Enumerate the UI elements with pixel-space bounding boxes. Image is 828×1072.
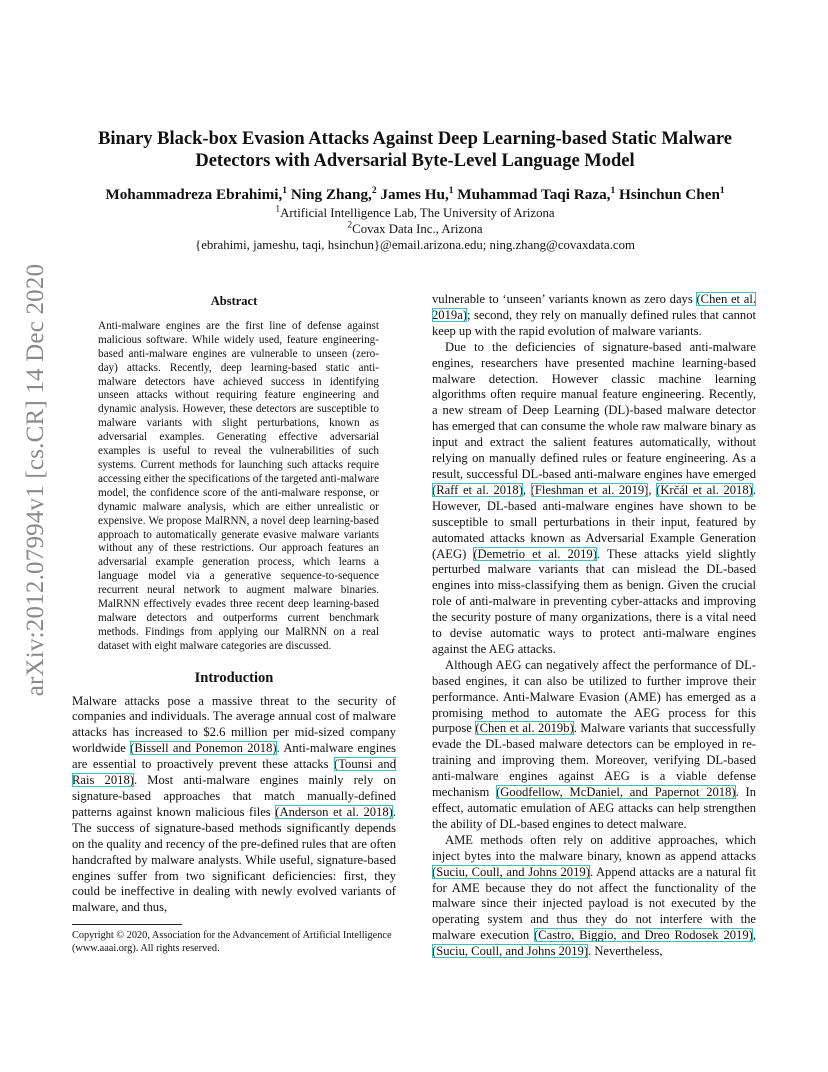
author-name: Ning Zhang,	[287, 186, 372, 203]
body-text: ; second, they rely on manually defined rules that cannot keep up with the rapid evolution of malware variants.	[432, 307, 756, 338]
body-text: Although AEG can negatively affect the performance of DL-based engines, it can also be utilized to further improve their performance. Anti-Malware Evasion (AME) has emerged as a promising method to automate the AEG process for this purpose	[432, 657, 756, 736]
intro-paragraph-3	[432, 658, 756, 833]
body-text: ,	[522, 482, 531, 497]
affiliation-text: Covax Data Inc., Arizona	[352, 222, 483, 236]
body-text: . Malware variants that successfully evade the DL-based malware detectors can be employed in re-training and improving them. Moreover, verifying DL-based anti-malware engines against AEG is a viable defense mechanism	[432, 721, 756, 800]
body-text: . Anti-malware engines are essential to proactively prevent these attacks	[72, 741, 396, 772]
affiliation-text: Artificial Intelligence Lab, The University of Arizona	[280, 206, 555, 220]
affiliation-mark: 2	[347, 220, 353, 231]
body-text: . These attacks yield slightly perturbed malware variants that can mislead the DL-based engines into miss-classifying them as benign. Given the crucial role of anti-malware in preventing cyber-attacks and improving the security posture of many organizations, there is a vital need to devise automatic ways to protect anti-malware engines against the AEG attacks.	[432, 546, 756, 656]
citation-link[interactable]: (Goodfellow, McDaniel, and Papernot 2018)	[496, 785, 736, 800]
paper-title	[70, 128, 760, 172]
author-name: Hsinchun Chen	[615, 186, 720, 203]
body-text: vulnerable to ‘unseen’ variants known as zero days	[432, 292, 697, 306]
body-text: . Nevertheless,	[588, 944, 663, 959]
author-affiliation-mark: 1	[282, 185, 288, 196]
intro-paragraph-4	[432, 833, 756, 960]
body-text: ,	[752, 928, 756, 943]
intro-paragraph-1	[72, 694, 396, 917]
title-line-1: Binary Black-box Evasion Attacks Against Deep Learning-based Static Malware	[98, 129, 732, 149]
body-text: AME methods often rely on additive approaches, which inject bytes into the malware binary, known as append attacks	[432, 832, 756, 863]
affiliation-1	[70, 205, 760, 221]
citation-link[interactable]: (Tounsi and Rais 2018)	[72, 757, 396, 788]
right-column	[432, 292, 756, 960]
body-text: . Most anti-malware engines mainly rely on signature-based approaches that match manually-defined patterns against known malicious files	[72, 773, 396, 819]
body-text: . Append attacks are a natural fit for AME because they do not affect the functionality of the malware since their injected payload is not executed by the operating system and thus they do not interfere with the malware execution	[432, 864, 756, 943]
arxiv-identifier-stamp: arXiv:2012.07994v1 [cs.CR] 14 Dec 2020	[22, 263, 49, 697]
body-text: Due to the deficiencies of signature-based anti-malware engines, researchers have presented machine learning-based malware detection. However classic machine learning algorithms often require manual feature engineering. Recently, a new stream of Deep Learning (DL)-based malware detector has emerged that can consume the whole raw malware binary as input and extract the salient features automatically, without relying on manually defined rules or feature engineering. As a result, successful DL-based anti-malware engines have emerged	[432, 339, 756, 481]
intro-paragraph-2	[432, 340, 756, 658]
body-text: . The success of signature-based methods significantly depends on the quality and recency of the pre-defined rules that are often handcrafted by malware analysts. While useful, signature-based engines suffer from two significant deficiencies: first, they could be ineffective in dealing with newly evolved variants of malware, and thus,	[72, 804, 396, 915]
left-column	[72, 292, 396, 916]
paper-header	[70, 128, 760, 253]
citation-link[interactable]: (Chen et al. 2019a)	[432, 292, 756, 322]
title-line-2: Detectors with Adversarial Byte-Level Language Model	[195, 151, 635, 171]
author-affiliation-mark: 1	[448, 185, 454, 196]
citation-link[interactable]: (Anderson et al. 2018)	[275, 804, 393, 819]
citation-link[interactable]: (Bissell and Ponemon 2018)	[130, 741, 277, 756]
author-affiliation-mark: 2	[371, 185, 377, 196]
affiliation-mark: 1	[275, 204, 281, 215]
citation-link[interactable]: (Castro, Biggio, and Dreo Rodosek 2019)	[534, 928, 753, 943]
body-text: . In effect, automatic emulation of AEG attacks can help strengthen the ability of DL-based engines to detect malware.	[432, 785, 756, 831]
copyright-text: Copyright © 2020, Association for the Advancement of Artificial Intelligence (www.aaai.org). All rights reserved.	[72, 930, 392, 954]
citation-link[interactable]: (Krčál et al. 2018)	[656, 482, 753, 497]
author-name: Muhammad Taqi Raza,	[453, 186, 611, 203]
affiliation-2	[70, 221, 760, 237]
citation-link[interactable]: (Raff et al. 2018)	[432, 482, 523, 497]
citation-link[interactable]: (Suciu, Coull, and Johns 2019)	[432, 864, 590, 879]
author-name: Mohammadreza Ebrahimi,	[105, 186, 283, 203]
body-text: ,	[648, 482, 657, 497]
author-emails: {ebrahimi, jameshu, taqi, hsinchun}@email.arizona.edu; ning.zhang@covaxdata.com	[195, 238, 635, 252]
body-text: . However, DL-based anti-malware engines have shown to be susceptible to small perturbations in their input, featured by automated attacks known as Adversarial Example Generation (AEG)	[432, 482, 756, 561]
abstract-text: Anti-malware engines are the first line of defense against malicious software. While widely used, feature engineering-based anti-malware engines are vulnerable to unseen (zero-day) attacks. Recently, deep learning-based static anti-malware detectors have achieved success in identifying unseen attacks without requiring feature engineering and dynamic analysis. However, these detectors are susceptible to malware variants with slight perturbations, known as adversarial examples. Generating effective adversarial examples is useful to reveal the vulnerabilities of such systems. Current methods for launching such attacks require accessing either the specifications of the targeted anti-malware model, the confidence score of the anti-malware response, or dynamic malware analysis, which are either unrealistic or expensive. We propose MalRNN, a novel deep learning-based approach to automatically generate evasive malware variants without any of these restrictions. Our approach features an adversarial example generation process, which learns a language model via a generative sequence-to-sequence recurrent neural network to augment malware binaries. MalRNN effectively evades three recent deep learning-based malware detectors and outperforms current benchmark methods. Findings from applying our MalRNN on a real dataset with eight malware categories are discussed.	[98, 319, 379, 652]
citation-link[interactable]: (Demetrio et al. 2019)	[473, 546, 597, 561]
citation-link[interactable]: (Chen et al. 2019b)	[475, 721, 574, 736]
body-text: Malware attacks pose a massive threat to the security of companies and individuals. The average annual cost of malware attacks has increased to $2.6 million per mid-sized company worldwide	[72, 693, 396, 756]
abstract-heading: Abstract	[210, 294, 258, 308]
author-name: James Hu,	[376, 186, 449, 203]
intro-paragraph-1-continued	[432, 292, 756, 340]
author-affiliation-mark: 1	[719, 185, 725, 196]
footnote-rule	[72, 924, 182, 925]
citation-link[interactable]: (Suciu, Coull, and Johns 2019)	[432, 944, 589, 959]
citation-link[interactable]: (Fleshman et al. 2019)	[530, 482, 649, 497]
author-affiliation-mark: 1	[610, 185, 616, 196]
author-list	[70, 186, 760, 204]
introduction-heading: Introduction	[194, 669, 274, 686]
copyright-notice	[72, 924, 396, 955]
